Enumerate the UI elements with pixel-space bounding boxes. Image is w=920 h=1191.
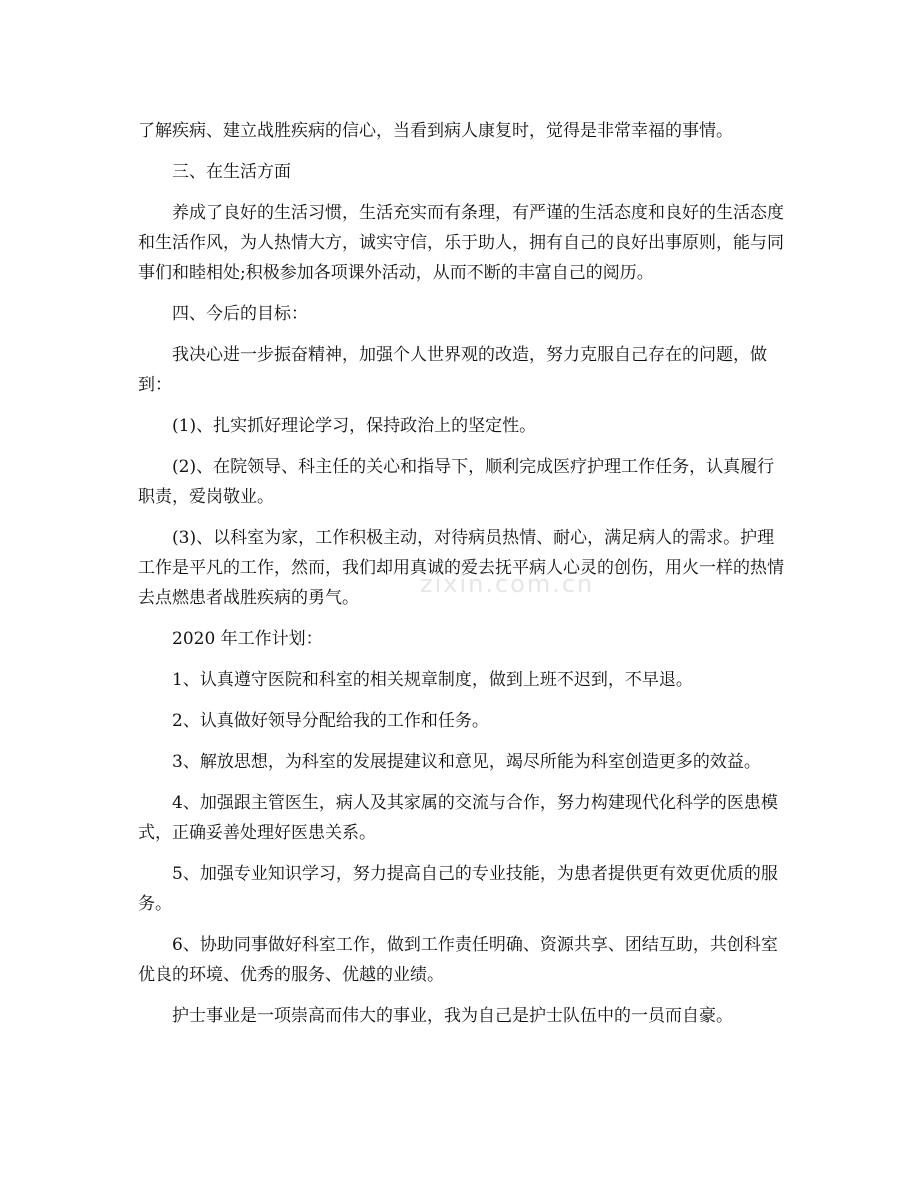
plan-item-4: 4、加强跟主管医生，病人及其家属的交流与合作，努力构建现代化科学的医患模式，正确妥善处理好医患关系。	[138, 793, 778, 843]
section-heading-goals: 四、今后的目标：	[172, 304, 308, 324]
paragraph-life: 养成了良好的生活习惯，生活充实而有条理，有严谨的生活态度和良好的生活态度和生活作风，为人热情大方，诚实守信，乐于助人，拥有自己的良好出事原则，能与同事们和睦相处;积极参加各项课外活动，从而不断的丰富自己的阅历。	[138, 203, 784, 283]
goal-item-3: (3)、以科室为家，工作积极主动，对待病员热情、耐心，满足病人的需求。护理工作是平凡的工作，然而，我们却用真诚的爱去抚平病人心灵的创伤，用火一样的热情去点燃患者战胜疾病的勇气。	[138, 528, 784, 608]
plan-item-5: 5、加强专业知识学习，努力提高自己的专业技能，为患者提供更有效更优质的服务。	[138, 864, 778, 914]
document-body	[138, 116, 788, 1042]
plan-item-3: 3、解放思想，为科室的发展提建议和意见，竭尽所能为科室创造更多的效益。	[172, 752, 761, 772]
paragraph-goals-intro: 我决心进一步振奋精神，加强个人世界观的改造，努力克服自己存在的问题，做到：	[138, 345, 767, 395]
watermark: zixin.com.cn	[420, 570, 595, 598]
section-heading-work-plan: 2020 年工作计划：	[172, 629, 323, 649]
closing-paragraph: 护士事业是一项崇高而伟大的事业，我为自己是护士队伍中的一员而自豪。	[172, 1006, 733, 1026]
section-heading-life: 三、在生活方面	[172, 162, 291, 182]
plan-item-2: 2、认真做好领导分配给我的工作和任务。	[172, 711, 489, 731]
plan-item-6: 6、协助同事做好科室工作，做到工作责任明确、资源共享、团结互助，共创科室优良的环境、优秀的服务、优越的业绩。	[138, 935, 778, 985]
goal-item-2: (2)、在院领导、科主任的关心和指导下，顺利完成医疗护理工作任务，认真履行职责，爱岗敬业。	[138, 457, 775, 507]
goal-item-1: (1)、扎实抓好理论学习，保持政治上的坚定性。	[172, 416, 537, 436]
paragraph-continuation: 了解疾病、建立战胜疾病的信心，当看到病人康复时，觉得是非常幸福的事情。	[138, 121, 733, 141]
plan-item-1: 1、认真遵守医院和科室的相关规章制度，做到上班不迟到，不早退。	[172, 670, 693, 690]
